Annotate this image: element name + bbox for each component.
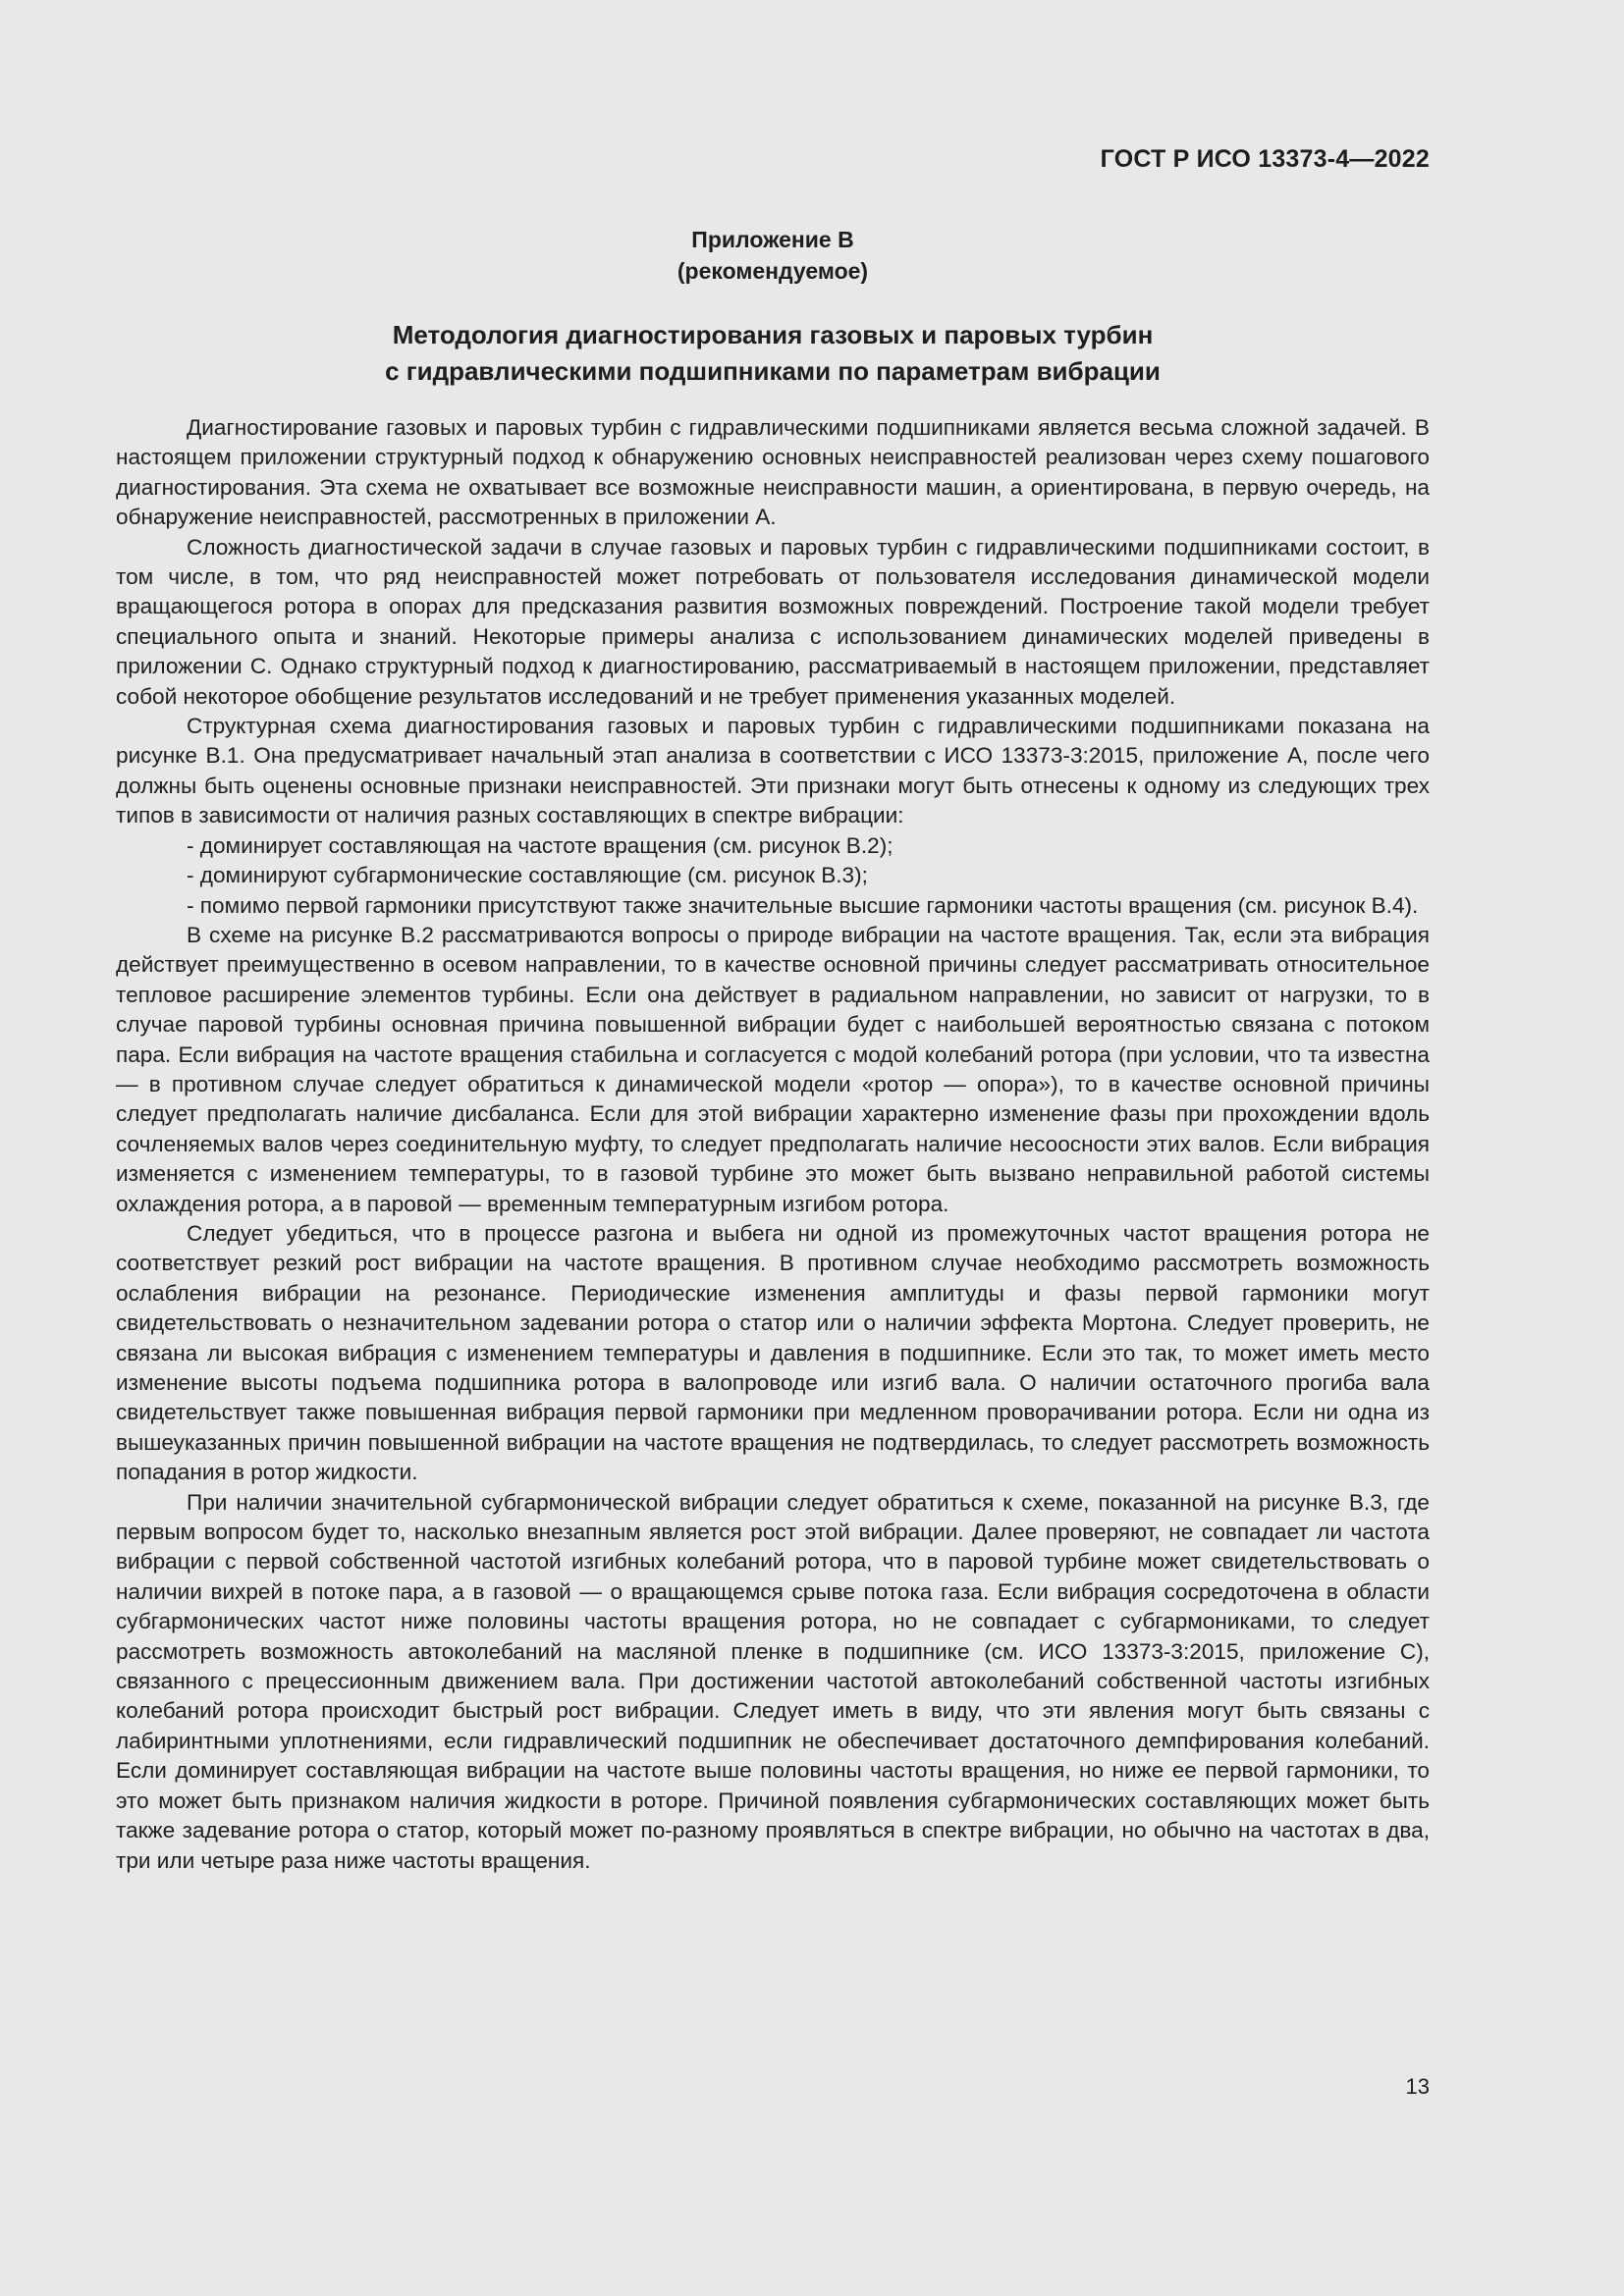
- body-text: [116, 413, 1430, 1876]
- appendix-heading: [116, 224, 1430, 287]
- appendix-title-line-1: Методология диагностирования газовых и паровых турбин: [392, 320, 1154, 349]
- appendix-title: [116, 317, 1430, 390]
- paragraph-intro: Диагностирование газовых и паровых турбин с гидравлическими подшипниками является весьма сложной задачей. В настоящем приложении структурный подход к обнаружению основных неисправностей реализован через схему пошагового диагностирования. Эта схема не охватывает все возможные неисправности машин, а ориентирована, в первую очередь, на обнаружение неисправностей, рассмотренных в приложении А.: [116, 415, 1430, 530]
- appendix-status: (рекомендуемое): [677, 258, 869, 284]
- appendix-label: Приложение В: [691, 227, 854, 252]
- paragraph-complexity: Сложность диагностической задачи в случае газовых и паровых турбин с гидравлическими подшипниками состоит, в том числе, в том, что ряд неисправностей может потребовать от пользователя исследования динамической модели вращающегося ротора в опорах для предсказания развития возможных повреждений. Построение такой модели требует специального опыта и знаний. Некоторые примеры анализа с использованием динамических моделей приведены в приложении С. Однако структурный подход к диагностированию, рассматриваемый в настоящем приложении, представляет собой некоторое обобщение результатов исследований и не требует применения указанных моделей.: [116, 534, 1430, 709]
- list-item-rotation-frequency: - доминирует составляющая на частоте вращения (см. рисунок В.2);: [187, 832, 893, 858]
- appendix-title-line-2: с гидравлическими подшипниками по параметрам вибрации: [385, 356, 1161, 386]
- list-item-subharmonic: - доминируют субгармонические составляющие (см. рисунок В.3);: [187, 863, 868, 888]
- page-number: 13: [1405, 2074, 1430, 2099]
- document-code-header: ГОСТ Р ИСО 13373-4—2022: [1100, 145, 1430, 173]
- paragraph-run-up: Следует убедиться, что в процессе разгона и выбега ни одной из промежуточных частот вращения ротора не соответствует резкий рост вибрации на частоте вращения. В противном случае необходимо рассмотреть возможность ослабления вибрации на резонансе. Периодические изменения амплитуды и фазы первой гармоники могут свидетельствовать о незначительном задевании ротора о статор или о наличии эффекта Мортона. Следует проверить, не связана ли высокая вибрация с изменением температуры и давления в подшипнике. Если это так, то может иметь место изменение высоты подъема подшипника ротора в валопроводе или изгиб вала. О наличии остаточного прогиба вала свидетельствует также повышенная вибрация первой гармоники при медленном проворачивании ротора. Если ни одна из вышеуказанных причин повышенной вибрации на частоте вращения не подтвердилась, то следует рассмотреть возможность попадания в ротор жидкости.: [116, 1220, 1430, 1485]
- document-page: [116, 0, 1430, 2296]
- list-item-higher-harmonics: - помимо первой гармоники присутствуют также значительные высшие гармоники частоты вращения (см. рисунок В.4).: [187, 892, 1419, 918]
- paragraph-scheme-b3: При наличии значительной субгармонической вибрации следует обратиться к схеме, показанной на рисунке В.3, где первым вопросом будет то, насколько внезапным является рост этой вибрации. Далее проверяют, не совпадает ли частота вибрации с первой собственной частотой изгибных колебаний ротора, что в паровой турбине может свидетельствовать о наличии вихрей в потоке пара, а в газовой — о вращающемся срыве потока газа. Если вибрация сосредоточена в области субгармонических частот ниже половины частоты вращения ротора, но не совпадает с субгармониками, то следует рассмотреть возможность автоколебаний на масляной пленке в подшипнике (см. ИСО 13373-3:2015, приложение С), связанного с прецессионным движением вала. При достижении частотой автоколебаний собственной частоты изгибных колебаний ротора происходит быстрый рост вибрации. Следует иметь в виду, что эти явления могут быть связаны с лабиринтными уплотнениями, если гидравлический подшипник не обеспечивает достаточного демпфирования колебаний. Если доминирует составляющая вибрации на частоте выше половины частоты вращения, но ниже ее первой гармоники, то это может быть признаком наличия жидкости в роторе. Причиной появления субгармонических составляющих может быть также задевание ротора о статор, который может по-разному проявляться в спектре вибрации, но обычно на частотах в два, три или четыре раза ниже частоты вращения.: [116, 1489, 1430, 1873]
- paragraph-scheme-b2: В схеме на рисунке В.2 рассматриваются вопросы о природе вибрации на частоте вращения. Так, если эта вибрация действует преимущественно в осевом направлении, то в качестве основной причины следует рассматривать относительное тепловое расширение элементов турбины. Если она действует в радиальном направлении, но зависит от нагрузки, то в случае паровой турбины основная причина повышенной вибрации будет с наибольшей вероятностью связана с потоком пара. Если вибрация на частоте вращения стабильна и согласуется с модой колебаний ротора (при условии, что та известна — в противном случае следует обратиться к динамической модели «ротор — опора»), то в качестве основной причины следует предполагать наличие дисбаланса. Если для этой вибрации характерно изменение фазы при прохождении вдоль сочленяемых валов через соединительную муфту, то следует предполагать наличие несоосности этих валов. Если вибрация изменяется с изменением температуры, то в газовой турбине это может быть вызвано неправильной работой системы охлаждения ротора, а в паровой — временным температурным изгибом ротора.: [116, 922, 1430, 1216]
- paragraph-structure: Структурная схема диагностирования газовых и паровых турбин с гидравлическими подшипниками показана на рисунке В.1. Она предусматривает начальный этап анализа в соответствии с ИСО 13373-3:2015, приложение А, после чего должны быть оценены основные признаки неисправностей. Эти признаки могут быть отнесены к одному из следующих трех типов в зависимости от наличия разных составляющих в спектре вибрации:: [116, 714, 1430, 828]
